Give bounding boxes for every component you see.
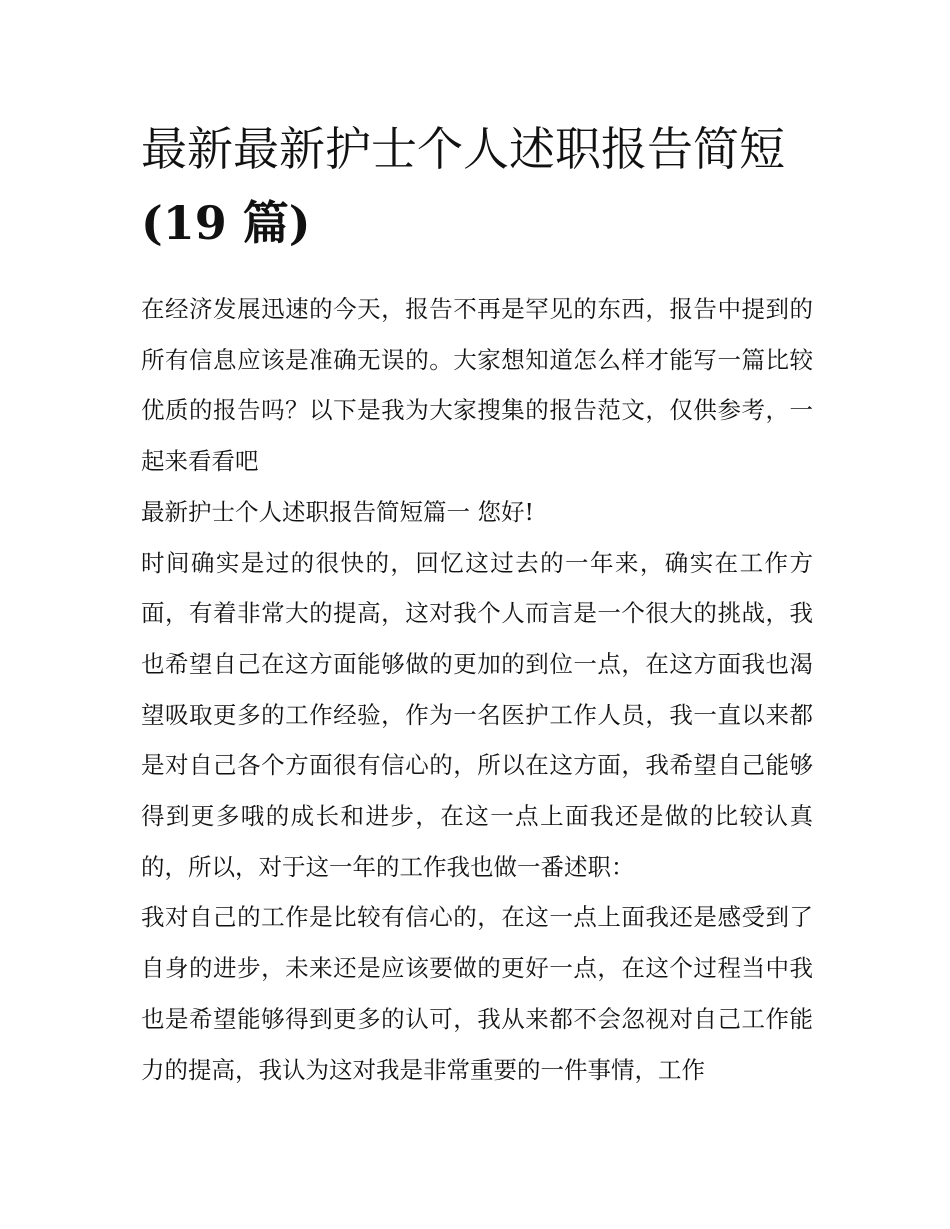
- title-count-text: (19 篇): [141, 196, 311, 250]
- intro-paragraph: 在经济发展迅速的今天，报告不再是罕见的东西，报告中提到的所有信息应该是准确无误的。大家想知道怎么样才能写一篇比较优质的报告吗？以下是我为大家搜集的报告范文，仅供参考，一起来看看吧: [141, 295, 813, 476]
- body-paragraph-1: 时间确实是过的很快的，回忆这过去的一年来，确实在工作方面，有着非常大的提高，这对我个人而言是一个很大的挑战，我也希望自己在这方面能够做的更加的到位一点，在这方面我也渴望吸取更多的工作经验，作为一名医护工作人员，我一直以来都是对自己各个方面很有信心的，所以在这方面，我希望自己能够得到更多哦的成长和进步，在这一点上面我还是做的比较认真的，所以，对于这一年的工作我也做一番述职：: [141, 548, 813, 881]
- document-title: [141, 112, 813, 260]
- document-page: [141, 112, 813, 1095]
- body-paragraph-2: 我对自己的工作是比较有信心的，在这一点上面我还是感受到了自身的进步，未来还是应该要做的更好一点，在这个过程当中我也是希望能够得到更多的认可，我从来都不会忽视对自己工作能力的提高，我认为这对我是非常重要的一件事情，工作: [141, 903, 813, 1084]
- section-heading-paragraph: 最新护士个人述职报告简短篇一 您好!: [141, 497, 534, 526]
- title-main-text: 最新最新护士个人述职报告简短: [141, 122, 785, 176]
